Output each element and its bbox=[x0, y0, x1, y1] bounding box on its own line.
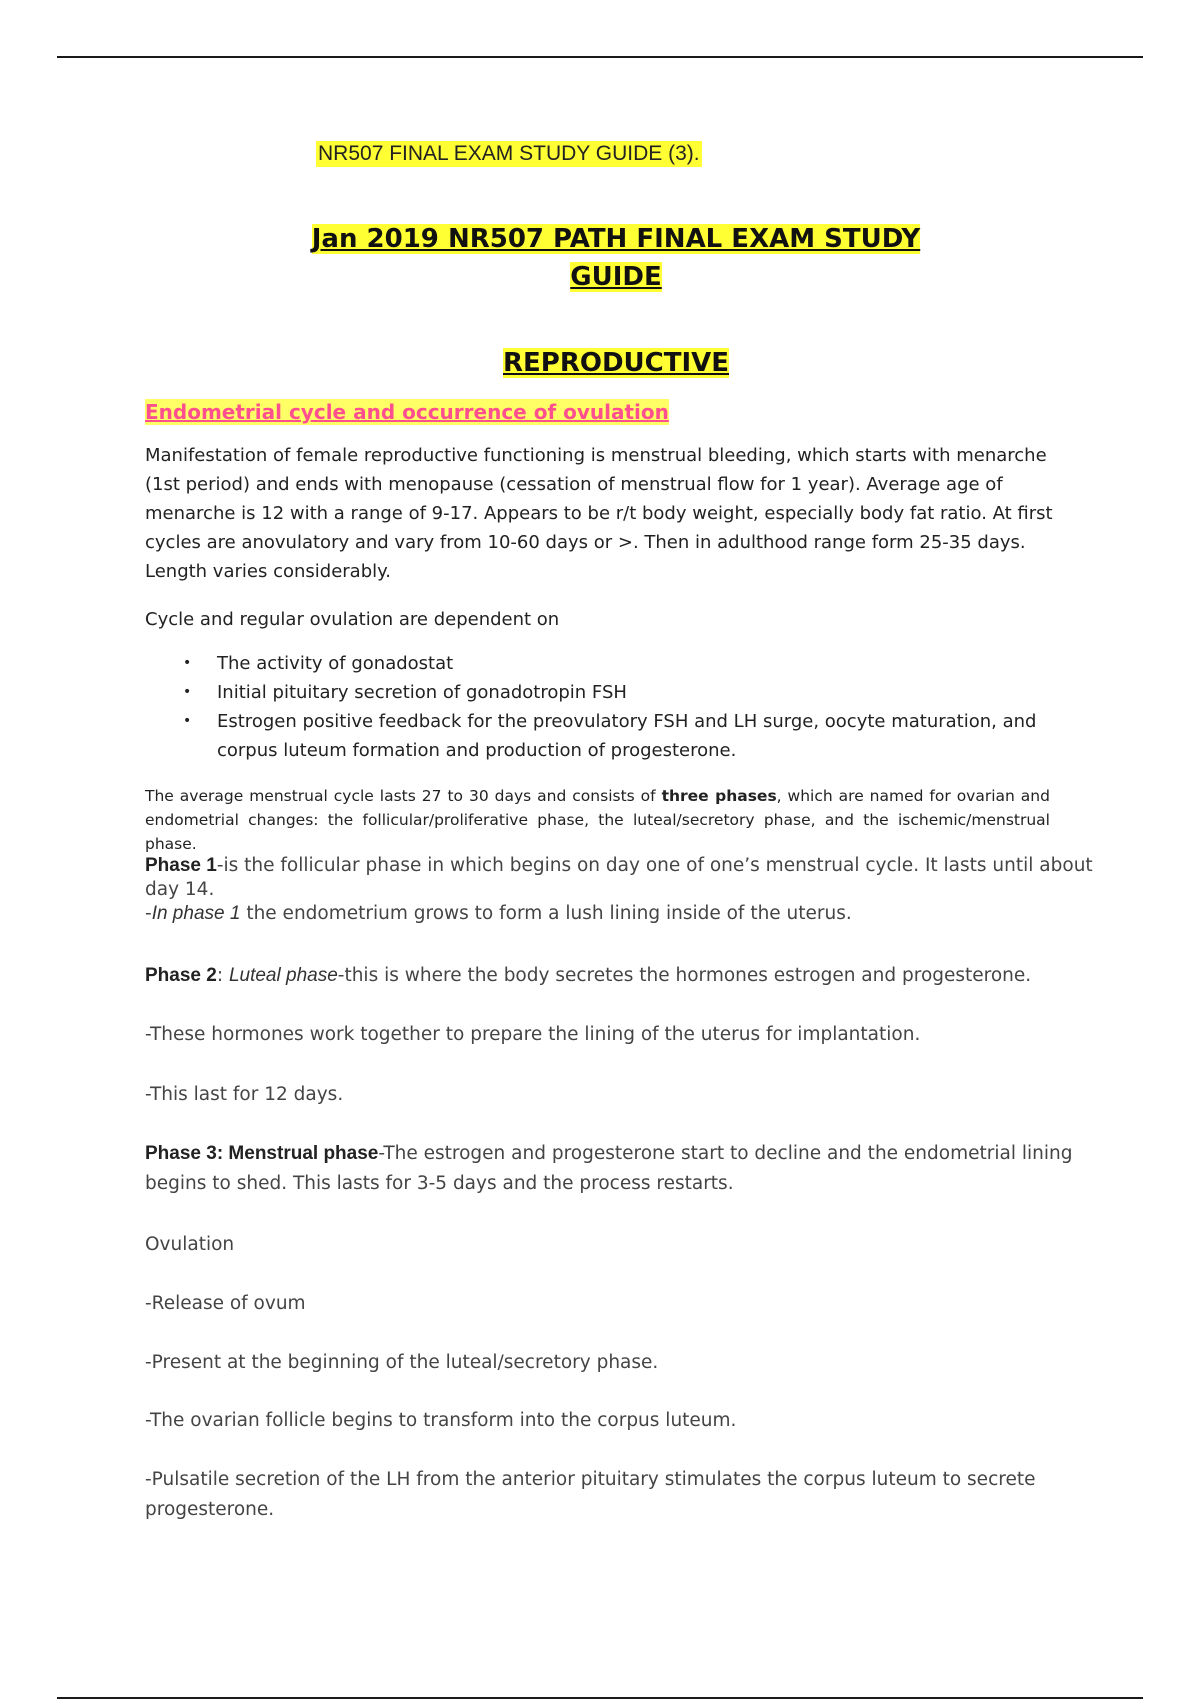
page-title bbox=[300, 220, 932, 296]
average-cycle-paragraph bbox=[145, 784, 1050, 856]
cycle-lead-paragraph: Cycle and regular ovulation are dependent on bbox=[145, 609, 560, 630]
phase-1-paragraph bbox=[145, 854, 1105, 926]
phase-2-text: -this is where the body secretes the hormones estrogen and progesterone. bbox=[337, 965, 1032, 986]
phase-1-label: Phase 1 bbox=[145, 855, 217, 876]
phase-3-paragraph bbox=[145, 1139, 1105, 1199]
ovulation-item: -The ovarian follicle begins to transform into the corpus luteum. bbox=[145, 1410, 737, 1431]
ovulation-heading: Ovulation bbox=[145, 1234, 235, 1255]
list-item-text: Initial pituitary secretion of gonadotropin FSH bbox=[217, 682, 627, 703]
bullet-icon: • bbox=[183, 713, 192, 729]
ovulation-item: -Pulsatile secretion of the LH from the anterior pituitary stimulates the corpus luteum to secrete progesterone. bbox=[145, 1469, 1036, 1520]
phase-2-paragraph bbox=[145, 961, 1105, 991]
list-item-text: The activity of gonadostat bbox=[217, 653, 454, 674]
list-item bbox=[145, 678, 1045, 707]
list-item bbox=[145, 649, 1045, 678]
phase-1-line2-italic: In phase 1 bbox=[151, 903, 241, 924]
average-cycle-bold: three phases bbox=[661, 787, 777, 805]
footer-rule bbox=[57, 1697, 1143, 1699]
phase-3-text: -The estrogen and progesterone start to decline and the endometrial lining begins to shed. This lasts for 3-5 days and the process restarts. bbox=[145, 1143, 1073, 1194]
bullet-icon: • bbox=[183, 655, 192, 671]
phase-1-line2-post: the endometrium grows to form a lush lining inside of the uterus. bbox=[240, 903, 852, 924]
phase-2-note-2: -This last for 12 days. bbox=[145, 1084, 344, 1105]
document-name: NR507 FINAL EXAM STUDY GUIDE (3). bbox=[318, 142, 700, 165]
section-title bbox=[300, 345, 932, 381]
phase-1-line2-pre: - bbox=[145, 903, 152, 924]
phase-2-label: Phase 2 bbox=[145, 965, 217, 986]
phase-2-note-1: -These hormones work together to prepare the lining of the uterus for implantation. bbox=[145, 1024, 921, 1045]
intro-paragraph: Manifestation of female reproductive functioning is menstrual bleeding, which starts with menarche (1st period) and ends with menopause (cessation of menstrual flow for 1 year). Average age of menarche is 12 with a range of 9-17. Appears to be r/t body weight, especially body fat ratio. At first cycles are anovulatory and vary from 10-60 days or >. Then in adulthood range form 25-35 days. Length varies considerably. bbox=[145, 445, 1053, 582]
ovulation-item: -Present at the beginning of the luteal/secretory phase. bbox=[145, 1352, 659, 1373]
cycle-bullet-list bbox=[145, 649, 1045, 765]
phase-3-label: Phase 3: Menstrual phase bbox=[145, 1143, 379, 1164]
list-item-text: Estrogen positive feedback for the preovulatory FSH and LH surge, oocyte maturation, and corpus luteum formation and production of progesterone. bbox=[217, 711, 1037, 761]
phase-1-text: -is the follicular phase in which begins on day one of one’s menstrual cycle. It lasts until about day 14. bbox=[145, 855, 1093, 900]
average-cycle-text-pre: The average menstrual cycle lasts 27 to 30 days and consists of bbox=[145, 787, 662, 805]
phase-2-colon: : bbox=[216, 965, 229, 986]
phase-2-italic: Luteal phase bbox=[228, 965, 338, 986]
subsection-title: Endometrial cycle and occurrence of ovulation bbox=[145, 400, 669, 424]
ovulation-item: -Release of ovum bbox=[145, 1293, 306, 1314]
page-title-line-1: Jan 2019 NR507 PATH FINAL EXAM STUDY bbox=[311, 224, 921, 254]
header-rule bbox=[57, 56, 1143, 58]
bullet-icon: • bbox=[183, 684, 192, 700]
average-cycle-text-post: , which are named for ovarian and endometrial changes: the follicular/proliferative phase, the luteal/secretory phase, and the ischemic/menstrual phase. bbox=[145, 787, 1050, 853]
page-title-line-2: GUIDE bbox=[570, 262, 662, 292]
list-item bbox=[145, 707, 1045, 765]
section-title-text: REPRODUCTIVE bbox=[502, 348, 730, 378]
